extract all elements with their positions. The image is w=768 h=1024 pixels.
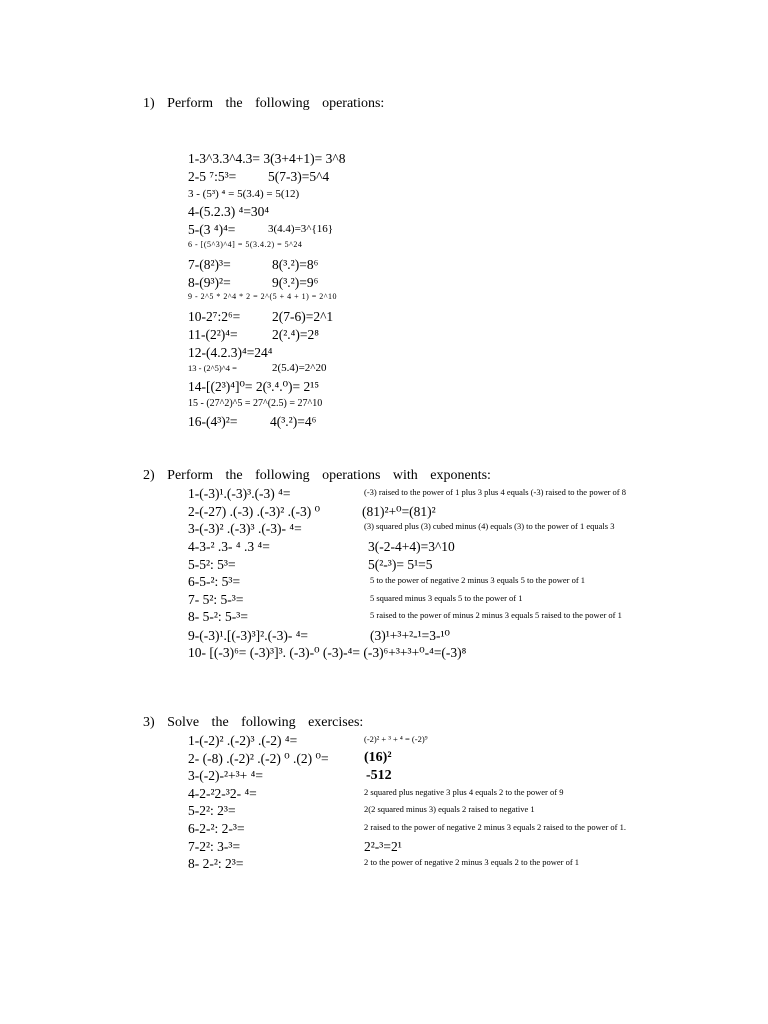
s1-item-7-answer: 8(³.²)=8⁶ [272, 257, 319, 272]
s3-item-3: 3-(-2)-²+³+ ⁴= [188, 768, 263, 783]
s1-item-14: 14-[(2³)⁴]⁰= 2(³.⁴.⁰)= 2¹⁵ [188, 379, 320, 394]
s1-item-1: 1-3^3.3^4.3= 3(3+4+1)= 3^8 [188, 151, 346, 166]
s3-item-4: 4-2-²2-³2- ⁴= [188, 786, 257, 801]
s1-item-11-answer: 2(².⁴)=2⁸ [272, 327, 319, 342]
s2-item-9: 9-(-3)¹.[(-3)³]².(-3)- ⁴= [188, 628, 309, 643]
s3-item-6: 6-2-²: 2-³= [188, 821, 245, 836]
s2-item-9-answer: (3)¹+³+²-¹=3-¹⁰ [370, 628, 450, 643]
s1-item-2: 2-5 ⁷:5³= [188, 169, 237, 184]
s1-item-8-answer: 9(³.²)=9⁶ [272, 275, 319, 290]
s1-item-13-answer: 2(5.4)=2^20 [272, 362, 327, 374]
s1-item-16: 16-(4³)²= [188, 414, 238, 429]
s2-item-1-answer: (-3) raised to the power of 1 plus 3 plus 4 equals (-3) raised to the power of 8 [364, 487, 627, 497]
s3-item-7: 7-2²: 3-³= [188, 839, 241, 854]
s1-item-10: 10-2⁷:2⁶= [188, 309, 241, 324]
s2-item-2: 2-(-27) .(-3) .(-3)² .(-3) ⁰ [188, 504, 321, 519]
s2-item-7: 7- 5²: 5-³= [188, 592, 244, 607]
s2-item-3-answer: (3) squared plus (3) cubed minus (4) equals (3) to the power of 1 equals 3 [364, 521, 615, 531]
s1-item-13: 13 - (2^5)^4 = [188, 363, 237, 373]
s2-item-8-answer: 5 raised to the power of minus 2 minus 3 equals 5 raised to the power of 1 [370, 610, 622, 620]
s2-item-4: 4-3-² .3- ⁴ .3 ⁴= [188, 539, 270, 554]
s3-item-5-answer: 2(2 squared minus 3) equals 2 raised to negative 1 [364, 804, 535, 814]
s3-item-8: 8- 2-²: 2³= [188, 856, 244, 871]
s3-item-2: 2- (-8) .(-2)² .(-2) ⁰ .(2) ⁰= [188, 751, 329, 766]
s3-item-3-answer: -512 [366, 768, 392, 783]
s2-item-3: 3-(-3)² .(-3)³ .(-3)- ⁴= [188, 521, 302, 536]
s1-item-5-answer: 3(4.4)=3^{16} [268, 223, 334, 235]
s1-item-8: 8-(9³)²= [188, 275, 231, 290]
section-2-heading: 2) Perform the following operations with exponents: [143, 468, 491, 483]
s3-item-4-answer: 2 squared plus negative 3 plus 4 equals 2 to the power of 9 [364, 787, 564, 797]
s2-item-6: 6-5-²: 5³= [188, 574, 241, 589]
s2-item-6-answer: 5 to the power of negative 2 minus 3 equals 5 to the power of 1 [370, 575, 586, 585]
s2-item-5-answer: 5(²-³)= 5¹=5 [368, 557, 433, 572]
s1-item-11: 11-(2²)⁴= [188, 327, 238, 342]
s2-item-8: 8- 5-²: 5-³= [188, 609, 248, 624]
s3-item-1: 1-(-2)² .(-2)³ .(-2) ⁴= [188, 733, 298, 748]
s1-item-4: 4-(5.2.3) ⁴=30⁴ [188, 204, 270, 219]
s1-item-16-answer: 4(³.²)=4⁶ [270, 414, 317, 429]
s1-item-3: 3 - (5³) ⁴ = 5(3.4) = 5(12) [188, 188, 300, 200]
s2-item-4-answer: 3(-2-4+4)=3^10 [368, 539, 455, 554]
s3-item-2-answer: (16)² [364, 750, 392, 765]
s3-item-8-answer: 2 to the power of negative 2 minus 3 equals 2 to the power of 1 [364, 857, 580, 867]
s1-item-9: 9 - 2^5 * 2^4 * 2 = 2^(5 + 4 + 1) = 2^10 [188, 292, 338, 301]
s1-item-2-answer: 5(7-3)=5^4 [268, 169, 330, 184]
s1-item-10-answer: 2(7-6)=2^1 [272, 309, 334, 324]
section-3-heading: 3) Solve the following exercises: [143, 715, 364, 730]
s1-item-5: 5-(3 ⁴)⁴= [188, 222, 236, 237]
s2-item-5: 5-5²: 5³= [188, 557, 236, 572]
s1-item-12: 12-(4.2.3)⁴=24⁴ [188, 345, 273, 360]
s1-item-7: 7-(8²)³= [188, 257, 231, 272]
s1-item-6: 6 - [(5^3)^4] = 5(3.4.2) = 5^24 [188, 240, 303, 249]
s2-item-1: 1-(-3)¹.(-3)³.(-3) ⁴= [188, 486, 291, 501]
s3-item-5: 5-2²: 2³= [188, 803, 236, 818]
section-1-heading: 1) Perform the following operations: [143, 96, 385, 111]
s3-item-7-answer: 2²-³=2¹ [364, 839, 402, 854]
s2-item-2-answer: (81)²+⁰=(81)² [362, 504, 436, 519]
s2-item-7-answer: 5 squared minus 3 equals 5 to the power of 1 [370, 593, 523, 603]
s1-item-15: 15 - (27^2)^5 = 27^(2.5) = 27^10 [188, 398, 323, 409]
s3-item-1-answer: (-2)² + ³ + ⁴ = (-2)⁹ [364, 734, 428, 744]
s2-item-10: 10- [(-3)⁶= (-3)³]³. (-3)-⁰ (-3)-⁴= (-3)⁶+³+³+⁰-⁴=(-3)⁸ [188, 645, 467, 660]
s3-item-6-answer: 2 raised to the power of negative 2 minus 3 equals 2 raised to the power of 1. [364, 822, 627, 832]
